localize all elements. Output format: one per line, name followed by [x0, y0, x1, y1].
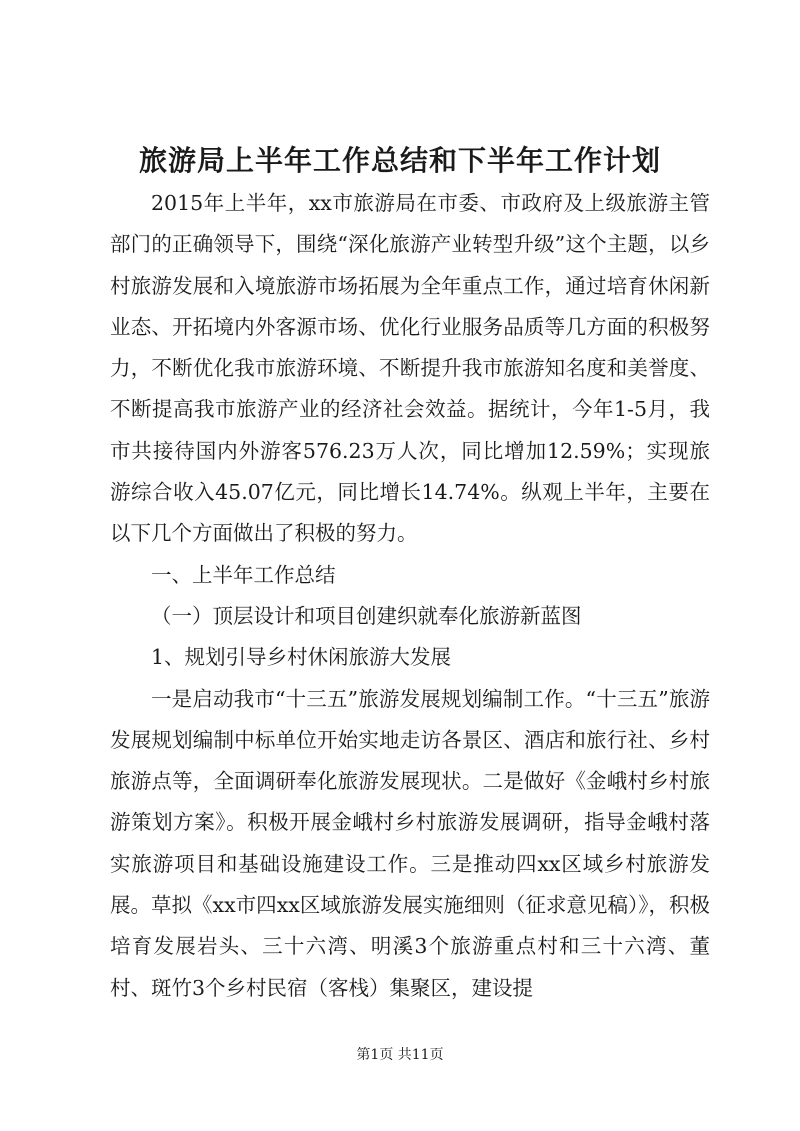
section-heading: 一、上半年工作总结: [151, 562, 336, 587]
document-title: 旅游局上半年工作总结和下半年工作计划: [138, 144, 661, 177]
document-body: [110, 183, 710, 1009]
page-number-footer: 第1页 共11页: [356, 1047, 444, 1063]
subsection-heading: （一）顶层设计和项目创建织就奉化旅游新蓝图: [151, 603, 582, 628]
paragraph-planning: 一是启动我市“十三五”旅游发展规划编制工作。“十三五”旅游发展规划编制中标单位开始实地走访各景区、酒店和旅行社、乡村旅游点等，全面调研奉化旅游发展现状。二是做好《金峨村乡村旅游策划方案》。积极开展金峨村乡村旅游发展调研，指导金峨村落实旅游项目和基础设施建设工作。三是推动四xx区域乡村旅游发展。草拟《xx市四xx区域旅游发展实施细则（征求意见稿）》，积极培育发展岩头、三十六湾、明溪3个旅游重点村和三十六湾、董村、斑竹3个乡村民宿（客栈）集聚区，建设提: [110, 686, 710, 1000]
paragraph-intro: 2015年上半年，xx市旅游局在市委、市政府及上级旅游主管部门的正确领导下，围绕“深化旅游产业转型升级”这个主题，以乡村旅游发展和入境旅游市场拓展为全年重点工作，通过培育休闲新业态、开拓境内外客源市场、优化行业服务品质等几方面的积极努力，不断优化我市旅游环境、不断提升我市旅游知名度和美誉度、不断提高我市旅游产业的经济社会效益。据统计，今年1-5月，我市共接待国内外游客576.23万人次，同比增加12.59%；实现旅游综合收入45.07亿元，同比增长14.74%。纵观上半年，主要在以下几个方面做出了积极的努力。: [110, 191, 710, 546]
item-heading: 1、规划引导乡村休闲旅游大发展: [151, 645, 452, 670]
